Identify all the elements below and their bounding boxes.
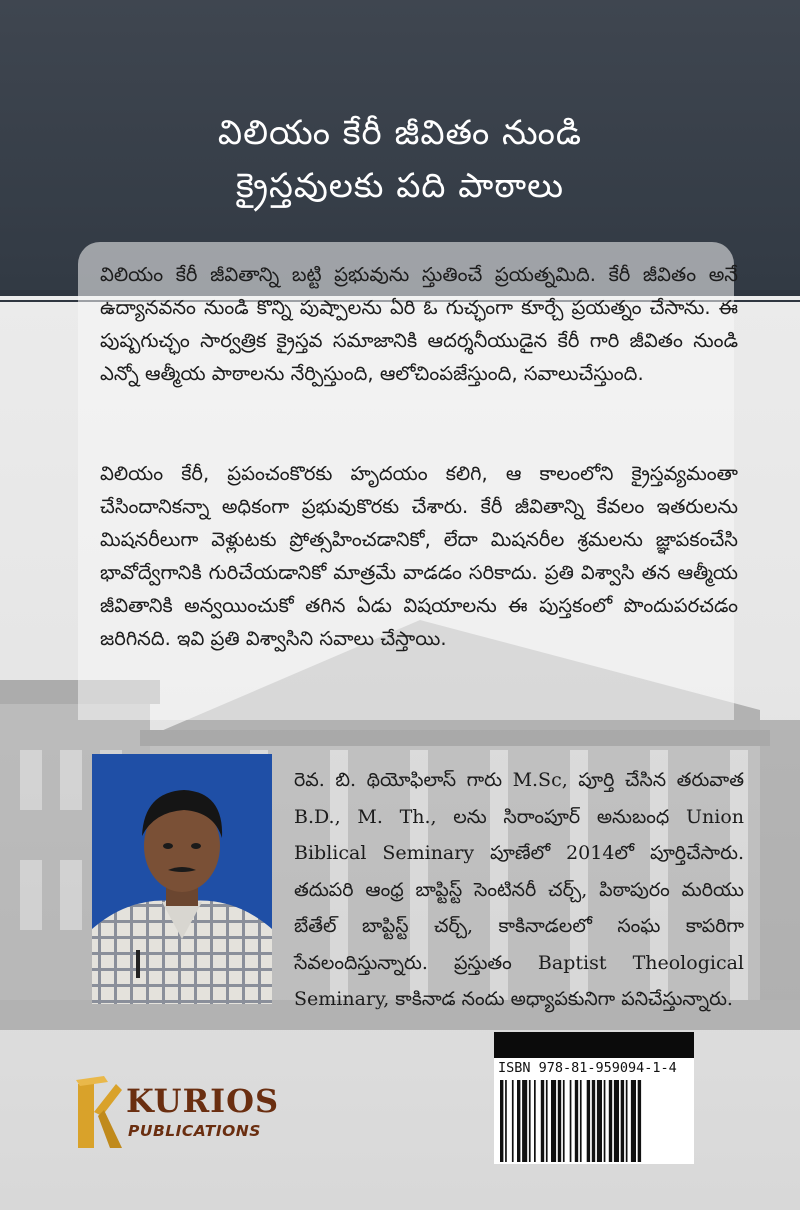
barcode-price-strip [494,1032,694,1058]
barcode [494,1032,694,1164]
barcode-bar [631,1080,636,1162]
barcode-bar [522,1080,527,1162]
barcode-bar [534,1080,536,1162]
barcode-bar [529,1080,531,1162]
barcode-bar [597,1080,602,1162]
author-photo [92,754,272,1004]
author-bio: రెవ. బి. థియోఫిలాస్ గారు M.Sc, పూర్తి చేసిన తరువాత B.D., M. Th., లను సిరాంపూర్ అనుబంధ Union Biblical Seminary పూణేలో 2014లో పూర్తిచేసారు. తదుపరి ఆంధ్ర బాప్టిస్ట్ సెంటినరీ చర్చ్, పిఠాపురం మరియు బేతేల్ బాప్టిస్ట్ చర్చ్, కాకినాడలలో సంఘ కాపరిగా సేవలందిస్తున్నారు. ప్రస్తుతం Baptist Theological Seminary, కాకినాడ నందు అధ్యాపకునిగా పనిచేస్తున్నారు. [294,769,744,1010]
barcode-bar [541,1080,544,1162]
barcode-bar [592,1080,595,1162]
barcode-bar [626,1080,628,1162]
isbn-text: ISBN 978-81-959094-1-4 [498,1060,677,1076]
barcode-bar [638,1080,641,1162]
barcode-bar [609,1080,612,1162]
barcode-bar [587,1080,590,1162]
publisher-subtitle: PUBLICATIONS [128,1122,261,1140]
barcode-bar [614,1080,619,1162]
book-title-line-2: క్రైస్తవులకు పది పాఠాలు [235,166,565,206]
publisher-name: KURIOS [126,1082,280,1120]
barcode-bar [558,1080,561,1162]
publisher-k-icon [74,1076,124,1152]
barcode-bar [580,1080,582,1162]
book-title-line-1: విలియం కేరీ జీవితం నుండి [217,113,583,153]
barcode-bar [546,1080,548,1162]
barcode-bars [498,1080,690,1162]
barcode-bar [505,1080,507,1162]
description-paragraph-2: విలియం కేరీ, ప్రపంచంకొరకు హృదయం కలిగి, ఆ కాలంలోని క్రైస్తవ్యమంతా చేసిందానికన్నా అధికంగా ప్రభువుకొరకు చేశారు. కేరీ జీవితాన్ని కేవలం ఇతరులను మిషనరీలుగా వెళ్లుటకు ప్రోత్సహించడానికో, లేదా మిషనరీల శ్రమలను జ్ఞాపకంచేసి భావోద్వేగానికి గురిచేయడానికో మాత్రమే వాడడం సరికాదు. ప్రతి విశ్వాసి తన ఆత్మీయ జీవితానికి అన్వయించుకో తగిన ఏడు విషయాలను ఈ పుస్తకంలో పొందుపరచడం జరిగినది. ఇవి ప్రతి విశ్వాసిని సవాలు చేస్తాయి. [100,462,738,650]
barcode-bar [621,1080,624,1162]
barcode-bar [512,1080,514,1162]
barcode-bar [575,1080,578,1162]
barcode-bar [500,1080,503,1162]
barcode-bar [570,1080,572,1162]
barcode-bar [604,1080,606,1162]
description-paragraph-1: విలియం కేరీ జీవితాన్ని బట్టి ప్రభువును స్తుతించే ప్రయత్నమిది. కేరీ జీవితం అనే ఉద్యానవనం నుండి కొన్ని పుష్పాలను ఏరి ఓ గుచ్ఛంగా కూర్చే ప్రయత్నం చేసాను. ఈ పుష్పగుచ్ఛం సార్వత్రిక క్రైస్తవ సమాజానికి ఆదర్శనీయుడైన కేరీ గారి జీవితం నుండి ఎన్నో ఆత్మీయ పాఠాలను నేర్పిస్తుంది, ఆలోచింపజేస్తుంది, సవాలుచేస్తుంది. [100,263,738,385]
barcode-bar [517,1080,520,1162]
publisher-logo [74,1076,280,1156]
barcode-bar [563,1080,565,1162]
barcode-bar [551,1080,556,1162]
